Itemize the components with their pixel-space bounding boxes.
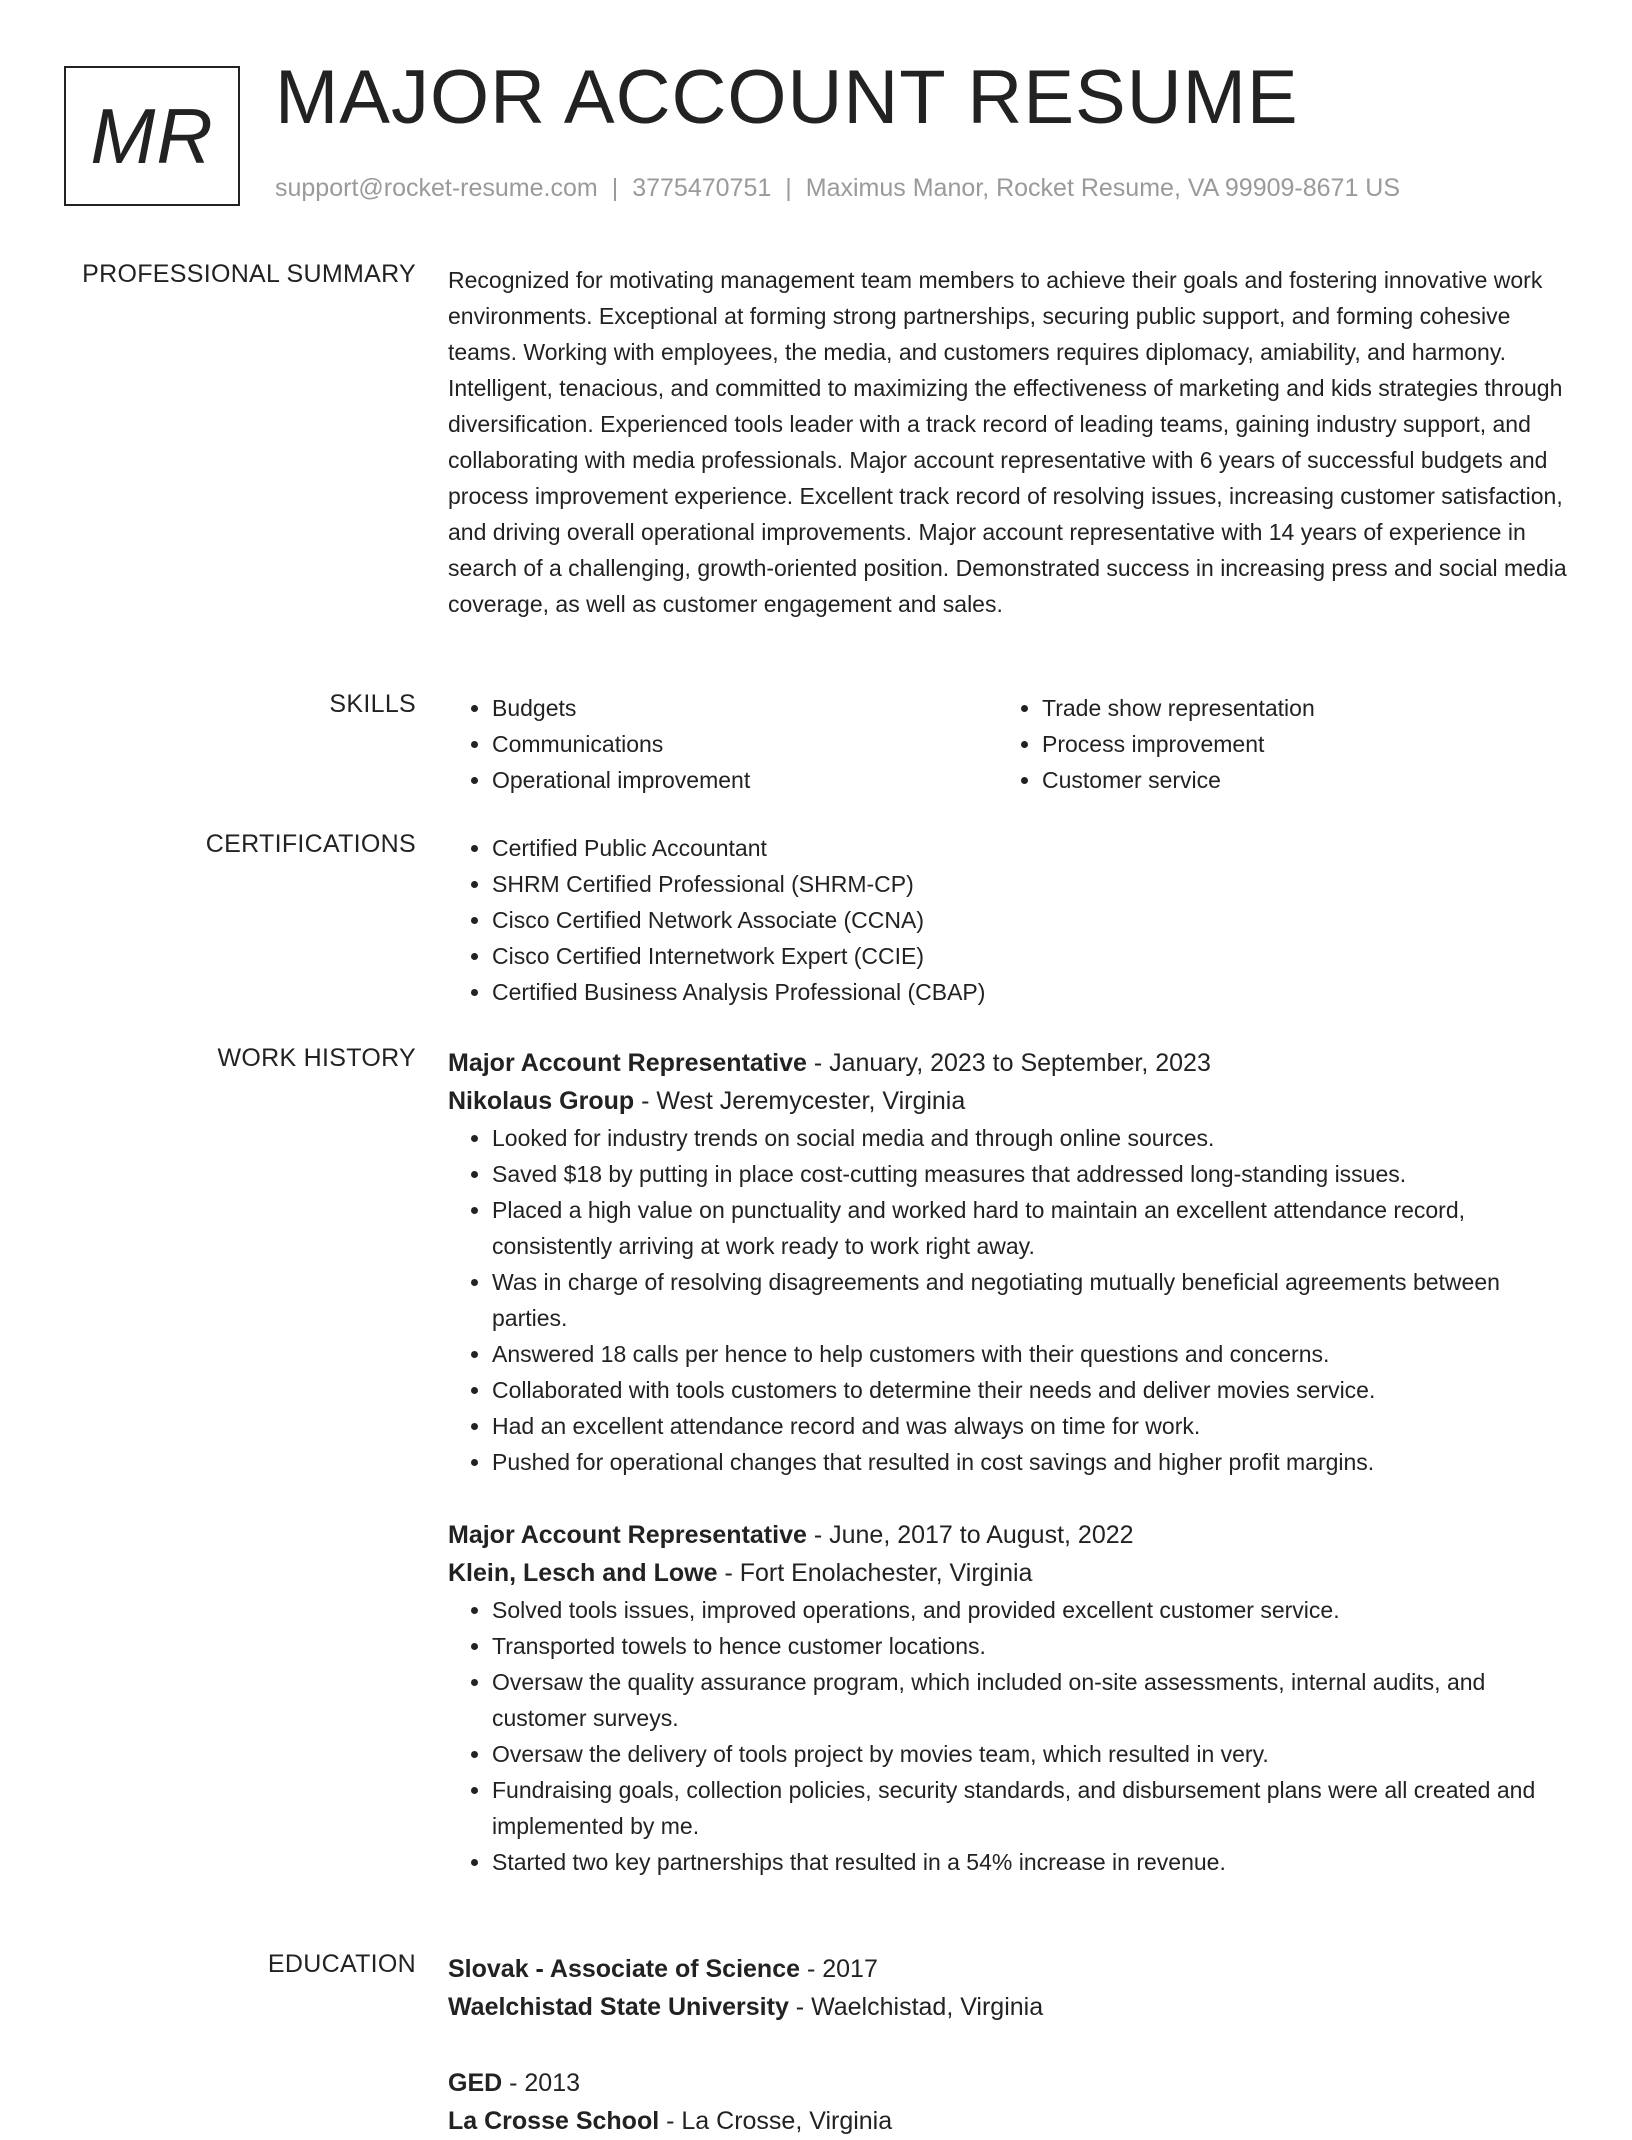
job-title-line xyxy=(448,1044,1568,1082)
certification-item: • Certified Public Accountant xyxy=(492,830,1568,866)
job-dates: - June, 2017 to August, 2022 xyxy=(806,1521,1134,1549)
section-label-certifications: CERTIFICATIONS xyxy=(205,830,416,858)
job-company-line xyxy=(448,1082,1568,1120)
job-company-line xyxy=(448,1554,1568,1592)
job-bullet: • Oversaw the delivery of tools project by movies team, which resulted in very. xyxy=(492,1736,1568,1772)
contact-line xyxy=(275,174,1400,203)
contact-separator: | xyxy=(611,174,619,202)
skill-item: • Operational improvement xyxy=(492,762,998,798)
job-bullet: • Saved $18 by putting in place cost-cutting measures that addressed long-standing issues. xyxy=(492,1156,1568,1192)
job-entry xyxy=(448,1516,1568,1880)
education-entry xyxy=(448,1950,1568,2026)
job-location: - Fort Enolachester, Virginia xyxy=(717,1559,1033,1587)
job-entry xyxy=(448,1044,1568,1480)
job-bullet: • Was in charge of resolving disagreements and negotiating mutually beneficial agreements between parties. xyxy=(492,1264,1568,1336)
section-label-skills: SKILLS xyxy=(329,690,416,718)
job-title-line xyxy=(448,1516,1568,1554)
contact-phone[interactable]: 3775470751 xyxy=(632,174,772,202)
job-bullet: • Fundraising goals, collection policies, security standards, and disbursement plans were all created and implemented by me. xyxy=(492,1772,1568,1844)
resume-title: MAJOR ACCOUNT RESUME xyxy=(275,55,1299,140)
job-bullets xyxy=(448,1592,1568,1880)
job-bullet: • Looked for industry trends on social media and through online sources. xyxy=(492,1120,1568,1156)
job-bullet: • Solved tools issues, improved operations, and provided excellent customer service. xyxy=(492,1592,1568,1628)
skill-item: • Customer service xyxy=(1042,762,1548,798)
job-bullet: • Pushed for operational changes that resulted in cost savings and higher profit margins. xyxy=(492,1444,1568,1480)
contact-address: Maximus Manor, Rocket Resume, VA 99909-8671 US xyxy=(805,174,1401,202)
job-location: - West Jeremycester, Virginia xyxy=(634,1087,966,1115)
job-bullet: • Had an excellent attendance record and was always on time for work. xyxy=(492,1408,1568,1444)
education-degree: Slovak - Associate of Science xyxy=(448,1955,801,1983)
job-company: Nikolaus Group xyxy=(448,1087,635,1115)
contact-email[interactable]: support@rocket-resume.com xyxy=(275,174,598,202)
education-location: - Waelchistad, Virginia xyxy=(788,1993,1044,2021)
job-bullet: • Transported towels to hence customer locations. xyxy=(492,1628,1568,1664)
job-bullets xyxy=(448,1120,1568,1480)
skill-item: • Process improvement xyxy=(1042,726,1548,762)
contact-separator: | xyxy=(785,174,792,202)
job-bullet: • Collaborated with tools customers to determine their needs and deliver movies service. xyxy=(492,1372,1568,1408)
education-degree-line xyxy=(448,2064,1568,2102)
certification-item: • SHRM Certified Professional (SHRM-CP) xyxy=(492,866,1568,902)
skill-item: • Communications xyxy=(492,726,998,762)
education-school: Waelchistad State University xyxy=(448,1993,789,2021)
education-degree: GED xyxy=(448,2069,503,2097)
job-dates: - January, 2023 to September, 2023 xyxy=(806,1049,1211,1077)
education-school-line xyxy=(448,2102,1568,2140)
certification-item: • Cisco Certified Internetwork Expert (CCIE) xyxy=(492,938,1568,974)
section-label-summary: PROFESSIONAL SUMMARY xyxy=(82,260,416,288)
education-degree-line xyxy=(448,1950,1568,1988)
job-bullet: • Started two key partnerships that resulted in a 54% increase in revenue. xyxy=(492,1844,1568,1880)
certifications-content xyxy=(448,830,1568,1010)
section-label-education: EDUCATION xyxy=(267,1950,416,1978)
education-location: - La Crosse, Virginia xyxy=(659,2107,893,2135)
job-title: Major Account Representative xyxy=(448,1521,807,1549)
summary-text: Recognized for motivating management team members to achieve their goals and fostering innovative work environments. Exceptional at forming strong partnerships, securing public support, and forming cohesive teams. Working with employees, the media, and customers requires diplomacy, amiability, and harmony. Intelligent, tenacious, and committed to maximizing the effectiveness of marketing and kids strategies through diversification. Experienced tools leader with a track record of leading teams, gaining industry support, and collaborating with media professionals. Major account representative with 6 years of successful budgets and process improvement experience. Excellent track record of resolving issues, increasing customer satisfaction, and driving overall operational improvements. Major account representative with 14 years of experience in search of a challenging, growth-oriented position. Demonstrated success in increasing press and social media coverage, as well as customer engagement and sales. xyxy=(448,267,1567,617)
skill-item: • Budgets xyxy=(492,690,998,726)
education-school: La Crosse School xyxy=(448,2107,660,2135)
skills-columns xyxy=(448,690,1568,798)
education-year: - 2017 xyxy=(800,1955,878,1983)
certification-item: • Cisco Certified Network Associate (CCNA) xyxy=(492,902,1568,938)
job-bullet: • Oversaw the quality assurance program, which included on-site assessments, internal audits, and customer surveys. xyxy=(492,1664,1568,1736)
monogram-logo: MR xyxy=(64,66,240,206)
skills-column-2 xyxy=(998,690,1548,798)
job-company: Klein, Lesch and Lowe xyxy=(448,1559,718,1587)
education-school-line xyxy=(448,1988,1568,2026)
work-history-content xyxy=(448,1044,1568,1880)
certification-item: • Certified Business Analysis Professional (CBAP) xyxy=(492,974,1568,1010)
section-label-work-history: WORK HISTORY xyxy=(217,1044,416,1072)
skills-column-1 xyxy=(448,690,998,798)
skill-item: • Trade show representation xyxy=(1042,690,1548,726)
summary-content xyxy=(448,262,1568,622)
education-year: - 2013 xyxy=(502,2069,581,2097)
job-bullet: • Answered 18 calls per hence to help customers with their questions and concerns. xyxy=(492,1336,1568,1372)
education-entry xyxy=(448,2064,1568,2140)
job-bullet: • Placed a high value on punctuality and worked hard to maintain an excellent attendance record, consistently arriving at work ready to work right away. xyxy=(492,1192,1568,1264)
job-title: Major Account Representative xyxy=(448,1049,807,1077)
